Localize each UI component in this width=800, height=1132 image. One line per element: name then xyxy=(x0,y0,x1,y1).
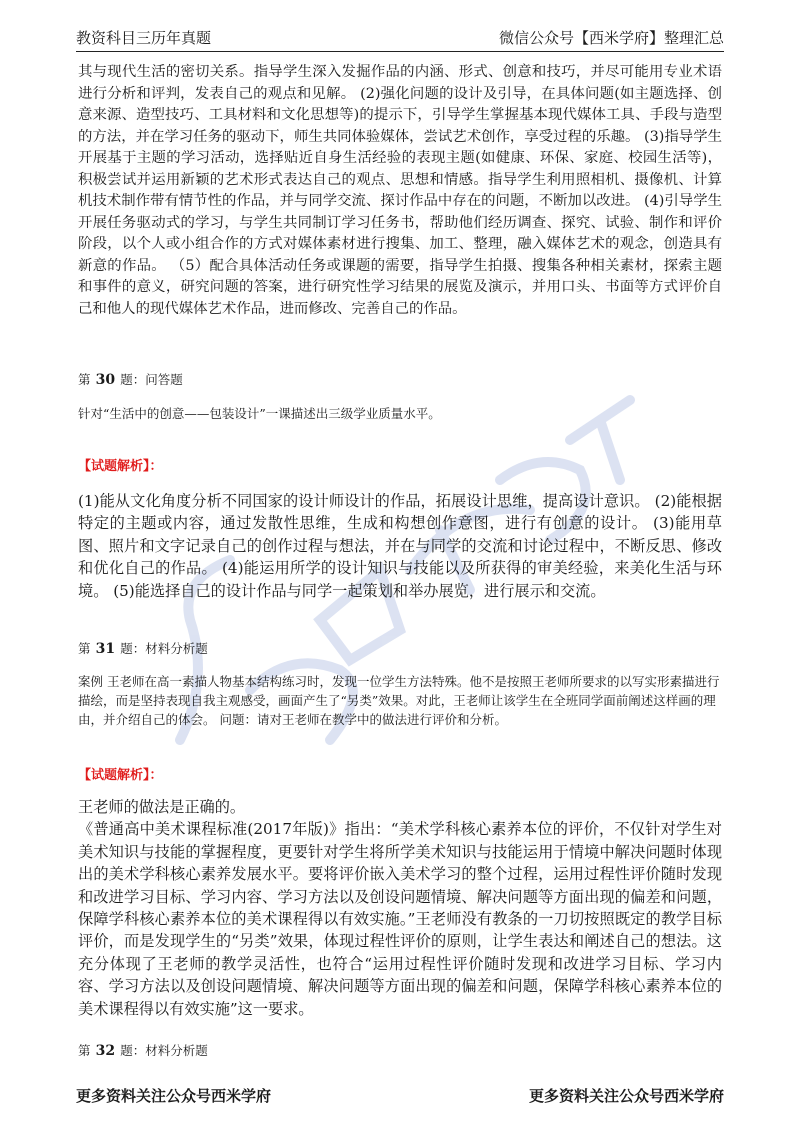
question-32-number: 32 xyxy=(95,1043,116,1059)
footer-left: 更多资料关注公众号西米学府 xyxy=(76,1087,272,1105)
answer-31-p1: 王老师的做法是正确的。 xyxy=(78,798,246,816)
analysis-30-label xyxy=(78,455,722,474)
footer-right: 更多资料关注公众号西米学府 xyxy=(528,1087,724,1105)
analysis-31-title: 【试题解析】 xyxy=(78,768,150,783)
question-30-body-block xyxy=(78,404,722,423)
answer-30-text: (1)能从文化角度分析不同国家的设计师设计的作品，拓展设计思维，提高设计意识。 (2)能根据特定的主题或内容，通过发散性思维，生成和构想创作意图，进行有创意的设计。 (3)能用草图、照片和文字记录自己的创作过程与想法，并在与同学的交流和讨论过程中，不断反思、修改和优化自己的作品。 (4)能运用所学的设计知识与技能以及所获得的审美经验，来美化生活与环境。 (5)能选择自己的设计作品与同学一起策划和举办展览，进行展示和交流。 xyxy=(78,492,722,600)
question-32-heading xyxy=(78,1040,722,1059)
header-right-title: 微信公众号【西米学府】整理汇总 xyxy=(498,29,724,47)
analysis-30-colon: ： xyxy=(149,459,163,474)
analysis-30-title: 【试题解析】 xyxy=(78,459,150,474)
page-header xyxy=(76,22,724,52)
answer-30-block xyxy=(78,490,722,602)
continuation-section xyxy=(78,62,722,320)
answer-31-block xyxy=(78,796,722,1020)
analysis-31-label xyxy=(78,764,722,783)
question-30-type: 题：问答题 xyxy=(120,372,183,387)
answer-31-p2: 《普通高中美术课程标准(2017年版)》指出：“美术学科核心素养本位的评价，不仅针对学生对美术知识与技能的掌握程度，更要针对学生将所学美术知识与技能运用于情境中解决问题时体现出的美术学科核心素养发展水平。要将评价嵌入美术学习的整个过程，运用过程性评价随时发现和改进学习目标、学习内容、学习方法以及创设问题情境、解决问题等方面出现的偏差和问题，保障学科核心素养本位的美术课程得以有效实施。”王老师没有教条的一刀切按照既定的教学目标评价，而是发现学生的“另类”效果，体现过程性评价的原则，让学生表达和阐述自己的想法。这充分体现了王老师的教学灵活性，也符合“运用过程性评价随时发现和改进学习目标、学习内容、学习方法以及创设问题情境、解决问题等方面出现的偏差和问题，保障学科核心素养本位的美术课程得以有效实施”这一要求。 xyxy=(78,820,722,1018)
question-31-body: 案例 王老师在高一素描人物基本结构练习时，发现一位学生方法特殊。他不是按照王老师所要求的以写实形素描进行描绘，而是坚持表现自我主观感受，画面产生了“另类”效果。对此，王老师让该学生在全班同学面前阐述这样画的理由，并介绍自己的体会。 问题：请对王老师在教学中的做法进行评价和分析。 xyxy=(78,674,720,727)
question-30-heading xyxy=(78,369,722,388)
question-30-body: 针对“生活中的创意——包装设计”一课描述出三级学业质量水平。 xyxy=(78,406,441,421)
question-32-type: 题：材料分析题 xyxy=(120,1043,208,1058)
question-30-number: 30 xyxy=(95,372,116,388)
continuation-paragraph: 其与现代生活的密切关系。指导学生深入发掘作品的内涵、形式、创意和技巧，并尽可能用专业术语进行分析和评判，发表自己的观点和见解。 (2)强化问题的设计及引导，在具体问题(如主题选择、创意来源、造型技巧、工具材料和文化思想等)的提示下，引导学生掌握基本现代媒体工具、手段与造型的方法，并在学习任务的驱动下，师生共同体验媒体，尝试艺术创作，享受过程的乐趣。 (3)指导学生开展基于主题的学习活动，选择贴近自身生活经验的表现主题(如健康、环保、家庭、校园生活等)，积极尝试并运用新颖的艺术形式表达自己的观点、思想和情感。指导学生利用照相机、摄像机、计算机技术制作带有情节性的作品，并与同学交流、探讨作品中存在的问题，不断加以改进。 (4)引导学生开展任务驱动式的学习，与学生共同制订学习任务书，帮助他们经历调查、探究、试验、制作和评价阶段，以个人或小组合作的方式对媒体素材进行搜集、加工、整理，融入媒体艺术的观念，创造具有新意的作品。 （5）配合具体活动任务或课题的需要，指导学生拍摄、搜集各种相关素材，探索主题和事件的意义，研究问题的答案，进行研究性学习结果的展览及演示，并用口头、书面等方式评价自己和他人的现代媒体艺术作品，进而修改、完善自己的作品。 xyxy=(78,64,722,317)
question-31-number: 31 xyxy=(95,641,116,657)
question-31-body-block xyxy=(78,672,722,729)
question-30-prefix: 第 xyxy=(78,372,91,387)
question-31-heading xyxy=(78,638,722,657)
question-32-prefix: 第 xyxy=(78,1043,91,1058)
header-left-title: 教资科目三历年真题 xyxy=(76,29,212,47)
question-31-type: 题：材料分析题 xyxy=(120,641,208,656)
question-31-prefix: 第 xyxy=(78,641,91,656)
analysis-31-colon: ： xyxy=(149,768,163,783)
page-footer xyxy=(76,1085,724,1111)
